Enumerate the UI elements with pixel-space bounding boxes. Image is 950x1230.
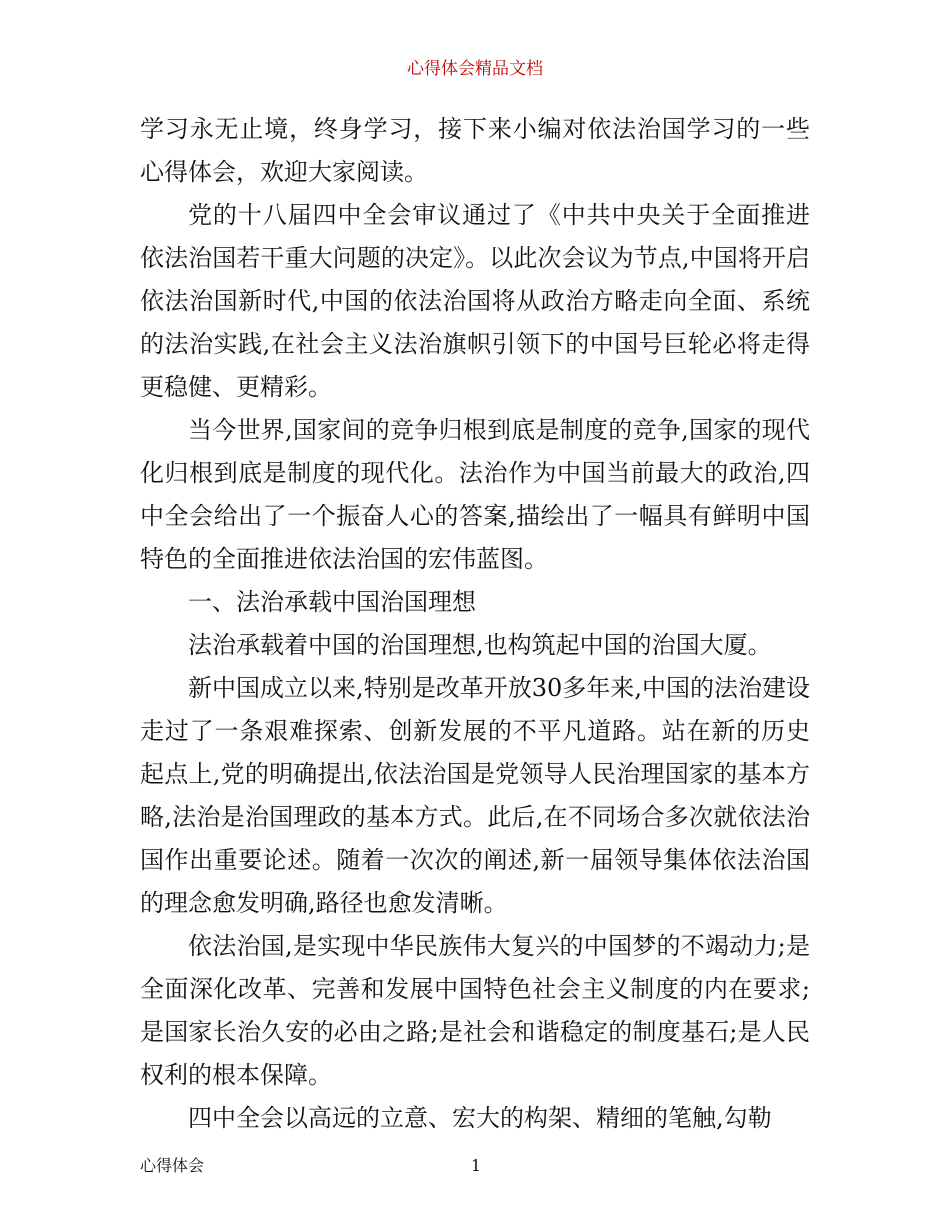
paragraph-competition: 当今世界,国家间的竞争归根到底是制度的竞争,国家的现代化归根到底是制度的现代化。法治作为中国当前最大的政治,四中全会给出了一个振奋人心的答案,描绘出了一幅具有鲜明中国特色的全面推进依法治国的宏伟蓝图。 <box>140 416 810 573</box>
paragraph-significance: 依法治国,是实现中华民族伟大复兴的中国梦的不竭动力;是全面深化改革、完善和发展中国特色社会主义制度的内在要求;是国家长治久安的必由之路;是社会和谐稳定的制度基石;是人民权利的根本保障。 <box>140 932 810 1089</box>
page-number: 1 <box>470 1156 482 1175</box>
paragraph-outline: 四中全会以高远的立意、宏大的构架、精细的笔触,勾勒 <box>188 1104 772 1132</box>
footer-label: 心得体会 <box>140 1156 205 1175</box>
paragraph-history: 新中国成立以来,特别是改革开放30多年来,中国的法治建设走过了一条艰难探索、创新发展的不平凡道路。站在新的历史起点上,党的明确提出,依法治国是党领导人民治理国家的基本方略,法治是治国理政的基本方式。此后,在不同场合多次就依法治国作出重要论述。随着一次次的阐述,新一届领导集体依法治国的理念愈发明确,路径也愈发清晰。 <box>140 674 810 917</box>
page-header-title: 心得体会精品文档 <box>407 59 543 79</box>
paragraph-intro: 学习永无止境，终身学习，接下来小编对依法治国学习的一些心得体会，欢迎大家阅读。 <box>140 115 810 186</box>
document-body <box>140 108 810 1140</box>
paragraph-ideal: 法治承载着中国的治国理想,也构筑起中国的治国大厦。 <box>188 631 772 659</box>
paragraph-plenum: 党的十八届四中全会审议通过了《中共中央关于全面推进依法治国若干重大问题的决定》。以此次会议为节点,中国将开启依法治国新时代,中国的依法治国将从政治方略走向全面、系统的法治实践,在社会主义法治旗帜引领下的中国号巨轮必将走得更稳健、更精彩。 <box>140 201 810 401</box>
section-heading-1: 一、法治承载中国治国理想 <box>188 588 476 616</box>
